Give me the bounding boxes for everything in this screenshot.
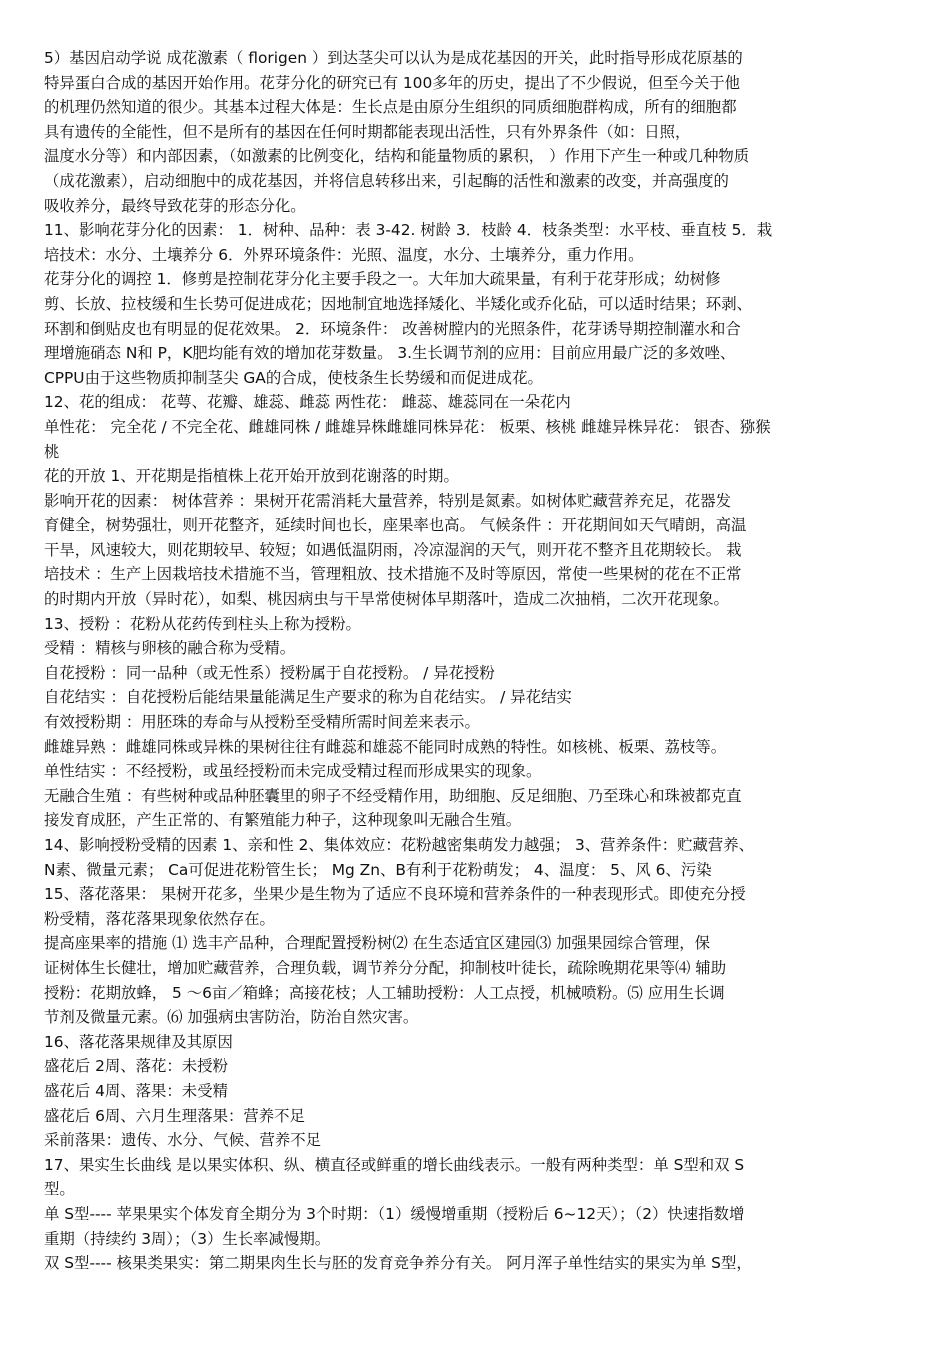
text-line: 单性花： 完全花 / 不完全花、雌雄同株 / 雌雄异株雌雄同株异花： 板栗、核桃 雌雄异株异花： 银杏、猕猴 [44,417,771,436]
text-line: 培技术 ：生产上因栽培技术措施不当，管理粗放、技术措施不及时等原因，常使一些果树的花在不正常 [44,565,742,584]
text-line: 型。 [44,1180,75,1199]
text-line: 单 S型---- 苹果果实个体发育全期分为 3个时期：（1）缓慢增重期（授粉后 6~12天）；（2）快速指数增 [44,1204,745,1223]
text-line: 花的开放 1、开花期是指植株上花开始开放到花谢落的时期。 [44,467,459,486]
text-line: 重期（持续约 3周）；（3）生长率减慢期。 [44,1229,331,1248]
text-line: 培技术：水分、土壤养分 6．外界环境条件：光照、温度，水分、土壤养分，重力作用。 [44,245,644,264]
text-line: 理增施硝态 N和 P，K肥均能有效的增加花芽数量。 3.生长调节剂的应用：目前应用最广泛的多效唑、 [44,344,736,363]
text-line: 的机理仍然知道的很少。其基本过程大体是：生长点是由原分生组织的同质细胞群构成，所有的细胞都 [44,98,737,117]
text-line: 粉受精，落花落果现象依然存在。 [44,909,275,928]
text-line: 14、影响授粉受精的因素 1、亲和性 2、集体效应：花粉越密集萌发力越强； 3、营养条件：贮藏营养、 [44,836,755,854]
text-line: 17、果实生长曲线 是以果实体积、纵、横直径或鲜重的增长曲线表示。一般有两种类型：单 S型和双 S [44,1155,745,1174]
text-line: 采前落果：遗传、水分、气候、营养不足 [44,1131,322,1150]
text-line: 特异蛋白合成的基因开始作用。花芽分化的研究已有 100多年的历史，提出了不少假说，但至今关于他 [44,73,741,92]
text-line: 受精 ：精核与卵核的融合称为受精。 [44,639,296,658]
text-line: 具有遗传的全能性，但不是所有的基因在任何时期都能表现出活性，只有外界条件（如：日照， [44,122,691,141]
text-line: 影响开花的因素： 树体营养 ：果树开花需消耗大量营养，特别是氮素。如树体贮藏营养充足，花器发 [44,491,731,510]
text-line: N素、微量元素； Ca可促进花粉管生长； Mg Zn、B有利于花粉萌发； 4、温度： 5、风 6、污染 [44,860,712,879]
text-line: 盛花后 2周、落花：未授粉 [44,1057,228,1076]
text-line: 雌雄异熟 ：雌雄同株或异株的果树往往有雌蕊和雄蕊不能同时成熟的特性。如核桃、板栗、荔枝等。 [44,737,727,756]
text-line: 12、花的组成： 花萼、花瓣、雄蕊、雌蕊 两性花： 雌蕊、雄蕊同在一朵花内 [44,393,571,412]
text-line: CPPU由于这些物质抑制茎尖 GA的合成，使枝条生长势缓和而促进成花。 [44,368,543,387]
text-line: 单性结实 ：不经授粉，或虽经授粉而未完成受精过程而形成果实的现象。 [44,762,542,781]
text-line: 花芽分化的调控 1．修剪是控制花芽分化主要手段之一。大年加大疏果量，有利于花芽形成；幼树修 [44,270,721,289]
text-line: 剪、长放、拉枝缓和生长势可促进成花；因地制宜地选择矮化、半矮化或乔化砧，可以适时结果；环剥、 [44,294,752,313]
text-line: 盛花后 6周、六月生理落果：营养不足 [44,1106,305,1125]
text-line: 双 S型---- 核果类果实：第二期果肉生长与胚的发育竞争养分有关。 阿月浑子单性结实的果实为单 S型， [44,1254,752,1273]
text-line: （成花激素），启动细胞中的成花基因，并将信息转移出来，引起酶的活性和激素的改变，并高强度的 [44,171,729,190]
text-line: 盛花后 4周、落果：未受精 [44,1081,228,1100]
text-line: 授粉：花期放蜂， 5 ～6亩／箱蜂；高接花枝；人工辅助授粉：人工点授，机械喷粉。⑸ 应用生长调 [44,983,725,1002]
text-line: 温度水分等）和内部因素，（如激素的比例变化，结构和能量物质的累积， ）作用下产生一种或几种物质 [44,147,750,166]
text-line: 有效授粉期 ：用胚珠的寿命与从授粉至受精所需时间差来表示。 [44,713,480,732]
text-line: 自花结实 ：自花授粉后能结果量能满足生产要求的称为自花结实。 / 异花结实 [44,688,572,707]
text-line: 15、落花落果： 果树开花多，坐果少是生物为了适应不良环境和营养条件的一种表现形式。即使充分授 [44,885,746,904]
text-line: 干旱，风速较大，则花期较早、较短；如遇低温阴雨，冷凉湿润的天气，则开花不整齐且花期较长。 栽 [44,540,742,559]
text-line: 吸收养分，最终导致花芽的形态分化。 [44,196,306,215]
text-line: 自花授粉 ：同一品种（或无性系）授粉属于自花授粉。 / 异花授粉 [44,663,495,682]
text-line: 的时期内开放（异时花），如梨、桃因病虫与干旱常使树体早期落叶，造成二次抽梢，二次开花现象。 [44,590,729,609]
text-line: 11、影响花芽分化的因素： 1．树种、品种：表 3-42. 树龄 3．枝龄 4．枝条类型：水平枝、垂直枝 5．栽 [44,221,773,240]
text-line: 提高座果率的措施 ⑴ 选丰产品种，合理配置授粉树⑵ 在生态适宜区建园⑶ 加强果园综合管理，保 [44,934,710,953]
document-page [44,46,910,1276]
text-line: 证树体生长健壮，增加贮藏营养，合理负载，调节养分分配，抑制枝叶徒长，疏除晚期花果等⑷ 辅助 [44,958,727,977]
text-line: 5）基因启动学说 成花激素（ florigen ）到达茎尖可以认为是成花基因的开关，此时指导形成花原基的 [44,49,743,67]
text-line: 接发育成胚，产生正常的、有繁殖能力种子，这种现象叫无融合生殖。 [44,811,522,830]
text-line: 节剂及微量元素。⑹ 加强病虫害防治，防治自然灾害。 [44,1008,419,1027]
text-line: 13、授粉 ：花粉从花药传到柱头上称为授粉。 [44,614,361,633]
text-line: 无融合生殖 ：有些树种或品种胚囊里的卵子不经受精作用，助细胞、反足细胞、乃至珠心和珠被都克直 [44,786,742,805]
text-line: 环割和倒贴皮也有明显的促花效果。 2．环境条件： 改善树膛内的光照条件，花芽诱导期控制灌水和合 [44,319,741,338]
text-line: 16、落花落果规律及其原因 [44,1032,233,1051]
text-line: 桃 [44,442,60,461]
text-line: 育健全，树势强壮，则开花整齐，延续时间也长，座果率也高。 气候条件 ：开花期间如天气晴朗，高温 [44,516,747,535]
